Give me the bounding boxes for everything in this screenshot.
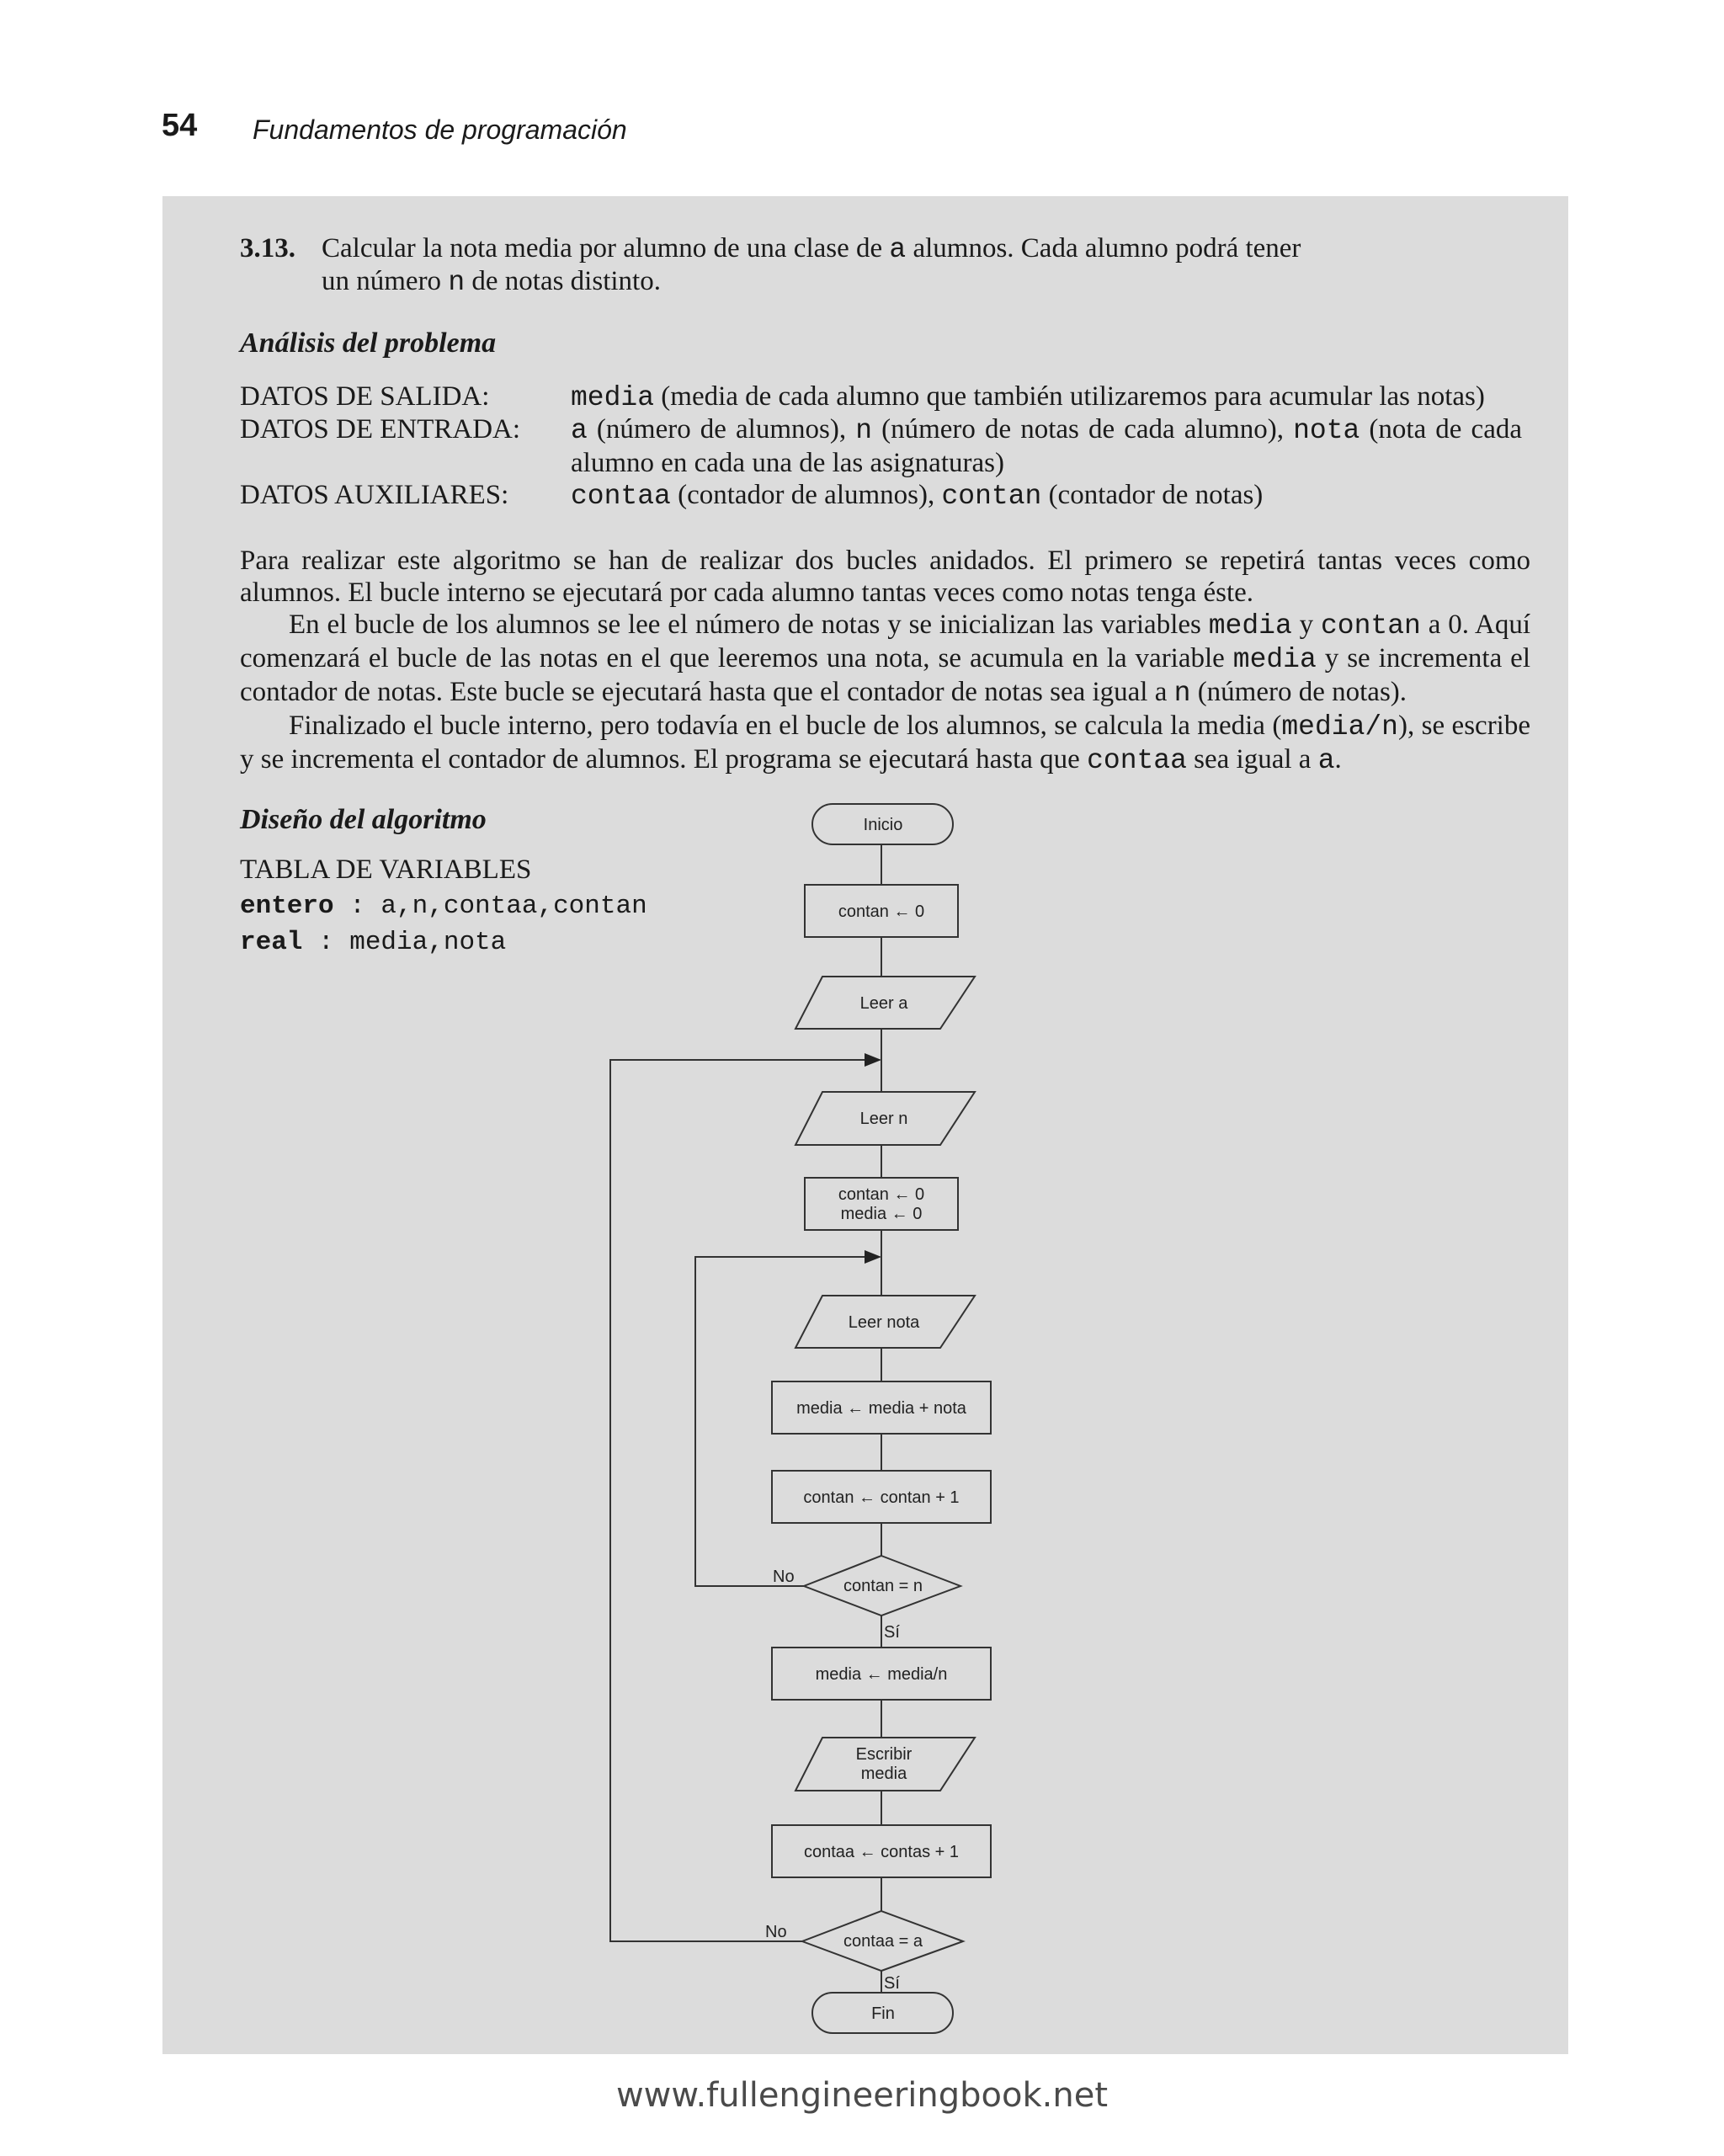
init-contan-line: contan ← 0 bbox=[838, 1185, 925, 1204]
explanation-paragraph-1: Para realizar este algoritmo se han de realizar dos bucles anidados. El primero se repetirá tantas veces como alumnos. El bucle interno se ejecutará por cada alumno tantas veces como notas tenga éste. bbox=[240, 546, 1530, 608]
exercise-number: 3.13. bbox=[240, 233, 295, 264]
page-number: 54 bbox=[162, 108, 198, 143]
end-label: Fin bbox=[871, 2004, 895, 2023]
increment-contaa-label: contaa ← contas + 1 bbox=[803, 1843, 960, 1861]
write-line-2: media bbox=[860, 1765, 907, 1783]
start-label: Inicio bbox=[863, 816, 903, 834]
read-n-label: Leer n bbox=[859, 1110, 908, 1128]
inner-condition-label: contan = n bbox=[843, 1577, 923, 1595]
explanation-paragraph-3: Finalizado el bucle interno, pero todavía en el bucle de los alumnos, se calcula la media (media/n), se escribe y se incrementa el contador de alumnos. El programa se ejecutará hasta que contaa sea igual a a. bbox=[240, 711, 1531, 776]
variable-row-real: real : media,nota bbox=[240, 928, 507, 957]
inner-no-label: No bbox=[773, 1568, 795, 1586]
explanation-paragraph-2: En el bucle de los alumnos se lee el número de notas y se inicializan las variables media y contan a 0. Aquí comenzará el bucle de las notas en el que leeremos una nota, se acumula en la variable media y se incrementa el contador de notas. Este bucle se ejecutará hasta que el contador de notas sea igual a n (número de notas). bbox=[240, 610, 1531, 709]
exercise-line-2: un número n de notas distinto. bbox=[322, 266, 661, 298]
variable-table-title: TABLA DE VARIABLES bbox=[240, 854, 532, 885]
read-a-label: Leer a bbox=[859, 994, 908, 1013]
output-data-label: DATOS DE SALIDA: bbox=[240, 381, 490, 412]
read-nota-label: Leer nota bbox=[848, 1313, 920, 1332]
running-title: Fundamentos de programación bbox=[253, 114, 627, 145]
outer-condition-label: contaa = a bbox=[843, 1932, 923, 1951]
variable-row-entero: entero : a,n,contaa,contan bbox=[240, 892, 647, 921]
output-data-text: media (media de cada alumno que también utilizaremos para acumular las notas) bbox=[571, 381, 1485, 413]
outer-yes-label: Sí bbox=[884, 1974, 900, 1993]
design-heading: Diseño del algoritmo bbox=[240, 804, 487, 835]
input-data-label: DATOS DE ENTRADA: bbox=[240, 414, 521, 445]
analysis-heading: Análisis del problema bbox=[240, 327, 497, 359]
write-line-1: Escribir bbox=[855, 1745, 913, 1764]
input-data-text: a (número de alumnos), n (número de notas de cada alumno), nota (nota de cada alumno en cada una de las asignaturas) bbox=[571, 414, 1522, 478]
exercise-line-1: Calcular la nota media por alumno de una clase de a alumnos. Cada alumno podrá tener bbox=[322, 233, 1301, 265]
aux-data-label: DATOS AUXILIARES: bbox=[240, 480, 509, 510]
increment-contan-label: contan ← contan + 1 bbox=[803, 1488, 960, 1507]
footer-url: www.fullengineeringbook.net bbox=[615, 2076, 1109, 2115]
aux-data-text: contaa (contador de alumnos), contan (contador de notas) bbox=[571, 480, 1264, 512]
accumulate-label: media ← media + nota bbox=[796, 1399, 966, 1418]
init-contan-label: contan ← 0 bbox=[838, 902, 925, 921]
init-media-line: media ← 0 bbox=[840, 1205, 923, 1223]
outer-no-label: No bbox=[765, 1923, 787, 1941]
compute-mean-label: media ← media/n bbox=[815, 1665, 948, 1684]
inner-yes-label: Sí bbox=[884, 1623, 900, 1642]
